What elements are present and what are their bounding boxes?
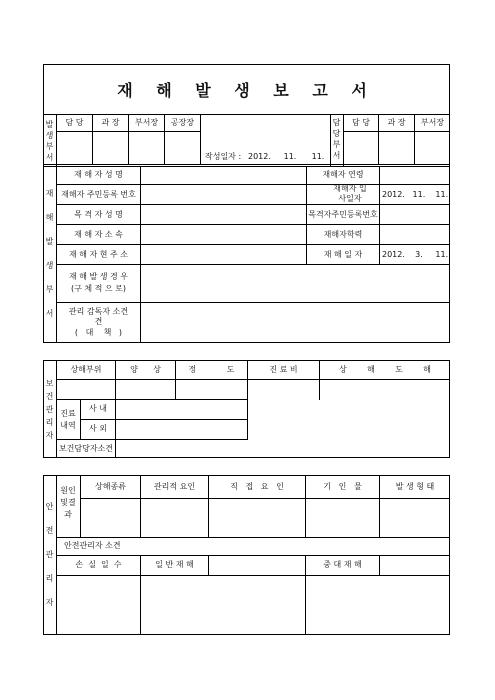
health-treat-out: 사 외 [89,424,107,433]
safety-general-label: 일 반 재 해 [155,560,194,569]
occur-rlabel-edu: 재해자학력 [323,230,363,239]
date-label: 작성일자 : [205,152,242,161]
approval-left-header-4: 공장장 [170,118,195,127]
health-side-label: 보건관리자 [45,379,54,440]
sup-label-2: ( 대 책 ) [74,328,123,337]
health-header-degree: 정 도 [188,365,235,374]
sup-label-1: 관리 감독자 소견 [68,307,129,316]
approval-left-header-2: 과 장 [101,118,120,127]
circ-label-2: (구 체 적 으 로) [70,284,127,293]
approval-right-label: 담당부서 [332,118,341,160]
circ-label-1: 재 해 발 생 경 우 [68,272,129,281]
occur-rlabel-witness-id: 목격자주민등록번호 [308,210,378,219]
occur-label-name: 재 해 자 성 명 [74,170,123,179]
safety-header-type: 상해종류 [95,482,126,491]
safety-cause-label: 원인및결과 [60,486,76,519]
occur-rlabel-date: 재 해 일 자 [323,250,363,259]
approval-right-header-3: 부서장 [420,118,445,127]
health-header-aspect: 양 상 [130,365,161,374]
health-header-part: 상해부위 [70,365,102,374]
occur-rlabel-age: 재해자 연령 [322,170,364,179]
occur-side-label: 재해발생부서 [45,189,54,318]
safety-header-mgmt: 관리적 요인 [153,482,196,491]
approval-right-header-2: 과 장 [387,118,406,127]
health-treat-label: 진료내역 [60,409,76,430]
occur-label-dept: 재 해 자 소 속 [74,230,123,239]
approval-left-label: 발생부서 [45,120,54,162]
safety-loss-label: 손 실 일 수 [75,560,122,569]
date-value: 2012. 11. 11. [248,152,325,161]
safety-header-direct: 직 접 요 인 [230,482,284,491]
health-header-fee: 진 료 비 [269,365,298,374]
occur-label-address: 재 해 자 현 주 소 [68,250,129,259]
occur-join-date: 2012. 11. 11. [382,190,449,199]
sup-label-wrap: 견 [94,317,103,326]
safety-opinion-label: 안전관리자 소견 [64,541,121,550]
safety-serious-label: 중 대 재 해 [323,560,362,569]
health-treat-in: 사 내 [89,404,107,413]
approval-left-header-3: 부서장 [134,118,159,127]
occur-accident-date: 2012. 3. 11. [382,250,449,259]
safety-header-object: 기 인 물 [323,482,362,491]
page-title: 재 해 발 생 보 고 서 [117,81,376,100]
safety-header-form: 발 생 형 태 [395,482,435,491]
occur-rlabel-join: 재해자 입사일자 [333,184,367,203]
occur-label-id: 재해자 주민등록 번호 [61,190,136,199]
approval-left-header-1: 담 당 [65,118,84,127]
approval-right-header-1: 담 당 [352,118,370,127]
health-header-diagram: 상 해 도 해 [339,365,431,374]
safety-side-label: 안전관리자 [45,502,54,607]
health-opinion-label: 보건담당자소견 [58,444,114,453]
occur-label-witness: 목 격 자 성 명 [74,210,123,219]
